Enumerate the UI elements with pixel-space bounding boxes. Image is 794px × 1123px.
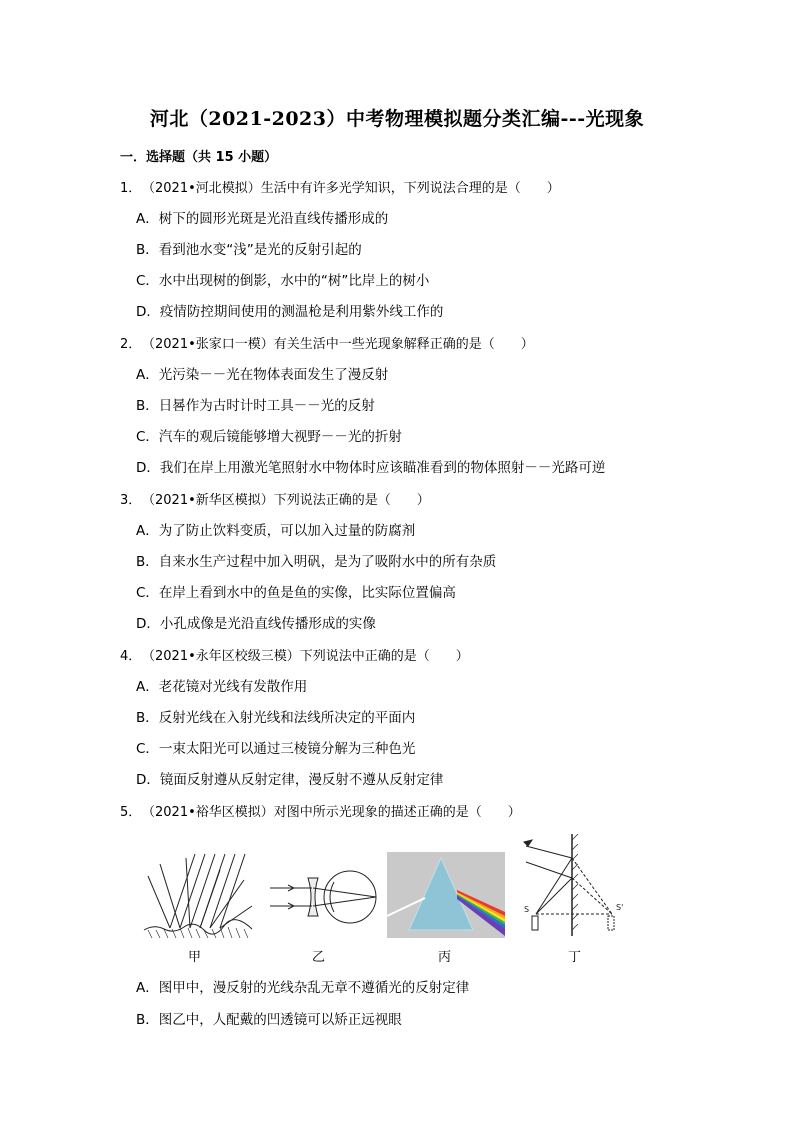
plane-mirror-figure <box>520 832 632 940</box>
q3-option-a: A．为了防止饮料变质，可以加入过量的防腐剂 <box>136 523 416 539</box>
question-5-stem <box>120 801 521 820</box>
q3-option-d: D．小孔成像是光沿直线传播形成的实像 <box>136 616 376 632</box>
question-text: （2021•河北模拟）生活中有许多光学知识，下列说法合理的是（ ） <box>142 181 560 196</box>
q3-option-b: B．自来水生产过程中加入明矾，是为了吸附水中的所有杂质 <box>136 554 497 570</box>
question-number: 5． <box>120 805 142 820</box>
question-3-stem <box>120 489 430 508</box>
q2-option-d: D．我们在岸上用激光笔照射水中物体时应该瞄准看到的物体照射－－光路可逆 <box>136 460 606 476</box>
question-5-figures <box>140 828 660 963</box>
eye-lens-figure <box>268 864 380 930</box>
question-4-stem <box>120 645 469 664</box>
figure-label-bing: 丙 <box>438 950 452 965</box>
question-1-stem <box>120 177 560 196</box>
question-text: （2021•裕华区模拟）对图中所示光现象的描述正确的是（ ） <box>142 805 521 820</box>
q4-option-d: D．镜面反射遵从反射定律，漫反射不遵从反射定律 <box>136 772 444 788</box>
q2-option-b: B．日晷作为古时计时工具－－光的反射 <box>136 398 375 414</box>
section-heading: 一．选择题（共 15 小题） <box>120 150 278 165</box>
q2-option-a: A．光污染－－光在物体表面发生了漫反射 <box>136 367 389 383</box>
question-2-stem <box>120 333 534 352</box>
figure-label-jia: 甲 <box>188 950 202 965</box>
question-text: （2021•永年区校级三模）下列说法中正确的是（ ） <box>142 649 469 664</box>
q2-option-c: C．汽车的观后镜能够增大视野－－光的折射 <box>136 429 402 445</box>
figure-label-ding: 丁 <box>568 950 582 965</box>
q1-option-a: A．树下的圆形光斑是光沿直线传播形成的 <box>136 211 389 227</box>
q3-option-c: C．在岸上看到水中的鱼是鱼的实像，比实际位置偏高 <box>136 585 456 601</box>
question-text: （2021•张家口一模）有关生活中一些光现象解释正确的是（ ） <box>142 337 534 352</box>
q5-option-a: A．图甲中，漫反射的光线杂乱无章不遵循光的反射定律 <box>136 980 470 996</box>
prism-dispersion-figure <box>387 852 505 938</box>
source-label-s: S <box>524 905 530 914</box>
q1-option-b: B．看到池水变“浅”是光的反射引起的 <box>136 242 362 258</box>
image-label-s-prime: S' <box>616 903 624 912</box>
diffuse-reflection-figure <box>140 850 258 942</box>
q4-option-a: A．老花镜对光线有发散作用 <box>136 679 308 695</box>
q5-option-b: B．图乙中，人配戴的凹透镜可以矫正远视眼 <box>136 1012 402 1028</box>
question-number: 4． <box>120 649 142 664</box>
question-text: （2021•新华区模拟）下列说法正确的是（ ） <box>142 493 430 508</box>
q4-option-b: B．反射光线在入射光线和法线所决定的平面内 <box>136 710 416 726</box>
question-number: 3． <box>120 493 142 508</box>
question-number: 1． <box>120 181 142 196</box>
q1-option-c: C．水中出现树的倒影，水中的“树”比岸上的树小 <box>136 273 430 289</box>
figure-label-yi: 乙 <box>312 950 326 965</box>
document-title: 河北（2021-2023）中考物理模拟题分类汇编---光现象 <box>149 108 645 130</box>
question-number: 2． <box>120 337 142 352</box>
q4-option-c: C．一束太阳光可以通过三棱镜分解为三种色光 <box>136 741 416 757</box>
q1-option-d: D．疫情防控期间使用的测温枪是利用紫外线工作的 <box>136 304 444 320</box>
